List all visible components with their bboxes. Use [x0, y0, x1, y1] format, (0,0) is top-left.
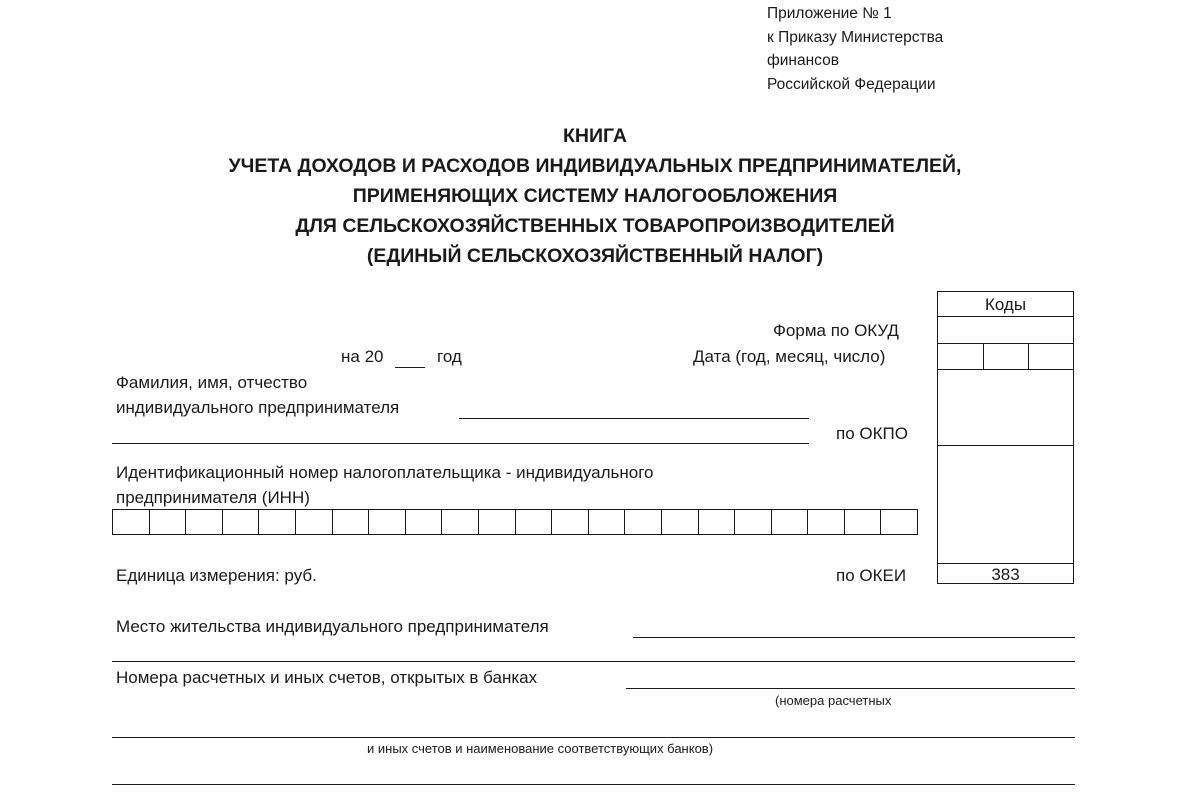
inn-digit-cell[interactable]	[479, 510, 516, 534]
accounts-label: Номера расчетных и иных счетов, открытых в банках	[116, 668, 538, 687]
year-prefix: на 20	[341, 347, 384, 366]
residence-input-line[interactable]	[633, 637, 1075, 638]
okpo-label: по ОКПО	[836, 424, 908, 443]
accounts-input-line-3[interactable]	[112, 784, 1075, 785]
codes-divider	[938, 563, 1073, 564]
appendix-reference	[767, 2, 943, 96]
inn-digit-cell[interactable]	[259, 510, 296, 534]
codes-box	[937, 291, 1074, 584]
okei-value: 383	[991, 565, 1020, 584]
unit-label: Единица измерения: руб.	[116, 566, 317, 585]
accounts-input-line[interactable]	[626, 688, 1075, 689]
inn-digit-cell[interactable]	[296, 510, 333, 534]
inn-digit-cell[interactable]	[333, 510, 370, 534]
appendix-line: к Приказу Министерства	[767, 28, 944, 46]
accounts-input-line-2[interactable]	[112, 737, 1075, 738]
document-title	[100, 121, 1090, 271]
inn-digit-grid	[112, 509, 918, 535]
fio-input-line[interactable]	[459, 418, 809, 419]
accounts-note-2: и иных счетов и наименование соответствующих банков)	[367, 741, 714, 756]
inn-digit-cell[interactable]	[150, 510, 187, 534]
date-cell-divider	[1028, 343, 1029, 369]
year-suffix: год	[437, 347, 462, 366]
fio-input-line-2[interactable]	[112, 443, 809, 444]
inn-digit-cell[interactable]	[516, 510, 553, 534]
okpo-code-cell[interactable]	[938, 370, 1073, 444]
inn-digit-cell[interactable]	[808, 510, 845, 534]
inn-digit-cell[interactable]	[223, 510, 260, 534]
inn-digit-cell[interactable]	[772, 510, 809, 534]
inn-code-cell[interactable]	[938, 446, 1073, 562]
title-line: УЧЕТА ДОХОДОВ И РАСХОДОВ ИНДИВИДУАЛЬНЫХ ПРЕДПРИНИМАТЕЛЕЙ,	[228, 155, 962, 177]
title-line: КНИГА	[563, 125, 627, 147]
appendix-line: Приложение № 1	[767, 5, 892, 22]
inn-digit-cell[interactable]	[845, 510, 882, 534]
title-line: ДЛЯ СЕЛЬСКОХОЗЯЙСТВЕННЫХ ТОВАРОПРОИЗВОДИТЕЛЕЙ	[295, 215, 895, 237]
fio-label-line1: Фамилия, имя, отчество	[116, 373, 308, 392]
inn-digit-cell[interactable]	[735, 510, 772, 534]
residence-label: Место жительства индивидуального предпринимателя	[116, 617, 549, 636]
inn-digit-cell[interactable]	[589, 510, 626, 534]
date-label: Дата (год, месяц, число)	[693, 347, 886, 366]
inn-digit-cell[interactable]	[881, 510, 918, 534]
okud-code-cell[interactable]	[938, 317, 1073, 342]
date-cell-divider	[983, 343, 984, 369]
inn-digit-cell[interactable]	[442, 510, 479, 534]
codes-header: Коды	[984, 295, 1027, 314]
accounts-note-1: (номера расчетных	[775, 693, 892, 708]
fio-label-line2: индивидуального предпринимателя	[116, 398, 400, 417]
title-line: ПРИМЕНЯЮЩИХ СИСТЕМУ НАЛОГООБЛОЖЕНИЯ	[352, 185, 838, 207]
inn-digit-cell[interactable]	[186, 510, 223, 534]
title-line: (ЕДИНЫЙ СЕЛЬСКОХОЗЯЙСТВЕННЫЙ НАЛОГ)	[366, 245, 824, 267]
inn-label-line2: предпринимателя (ИНН)	[116, 488, 310, 507]
inn-digit-cell[interactable]	[662, 510, 699, 534]
appendix-line: финансов	[767, 52, 839, 69]
okud-label: Форма по ОКУД	[773, 321, 899, 340]
inn-label-line1: Идентификационный номер налогоплательщика - индивидуального	[116, 463, 654, 482]
inn-digit-cell[interactable]	[552, 510, 589, 534]
codes-divider	[938, 343, 1073, 344]
okei-label: по ОКЕИ	[836, 566, 907, 585]
inn-digit-cell[interactable]	[406, 510, 443, 534]
year-input-line[interactable]	[395, 367, 425, 368]
inn-digit-cell[interactable]	[625, 510, 662, 534]
appendix-line: Российской Федерации	[767, 75, 936, 93]
inn-digit-cell[interactable]	[369, 510, 406, 534]
inn-digit-cell[interactable]	[699, 510, 736, 534]
residence-input-line-2[interactable]	[112, 661, 1075, 662]
inn-digit-cell[interactable]	[113, 510, 150, 534]
